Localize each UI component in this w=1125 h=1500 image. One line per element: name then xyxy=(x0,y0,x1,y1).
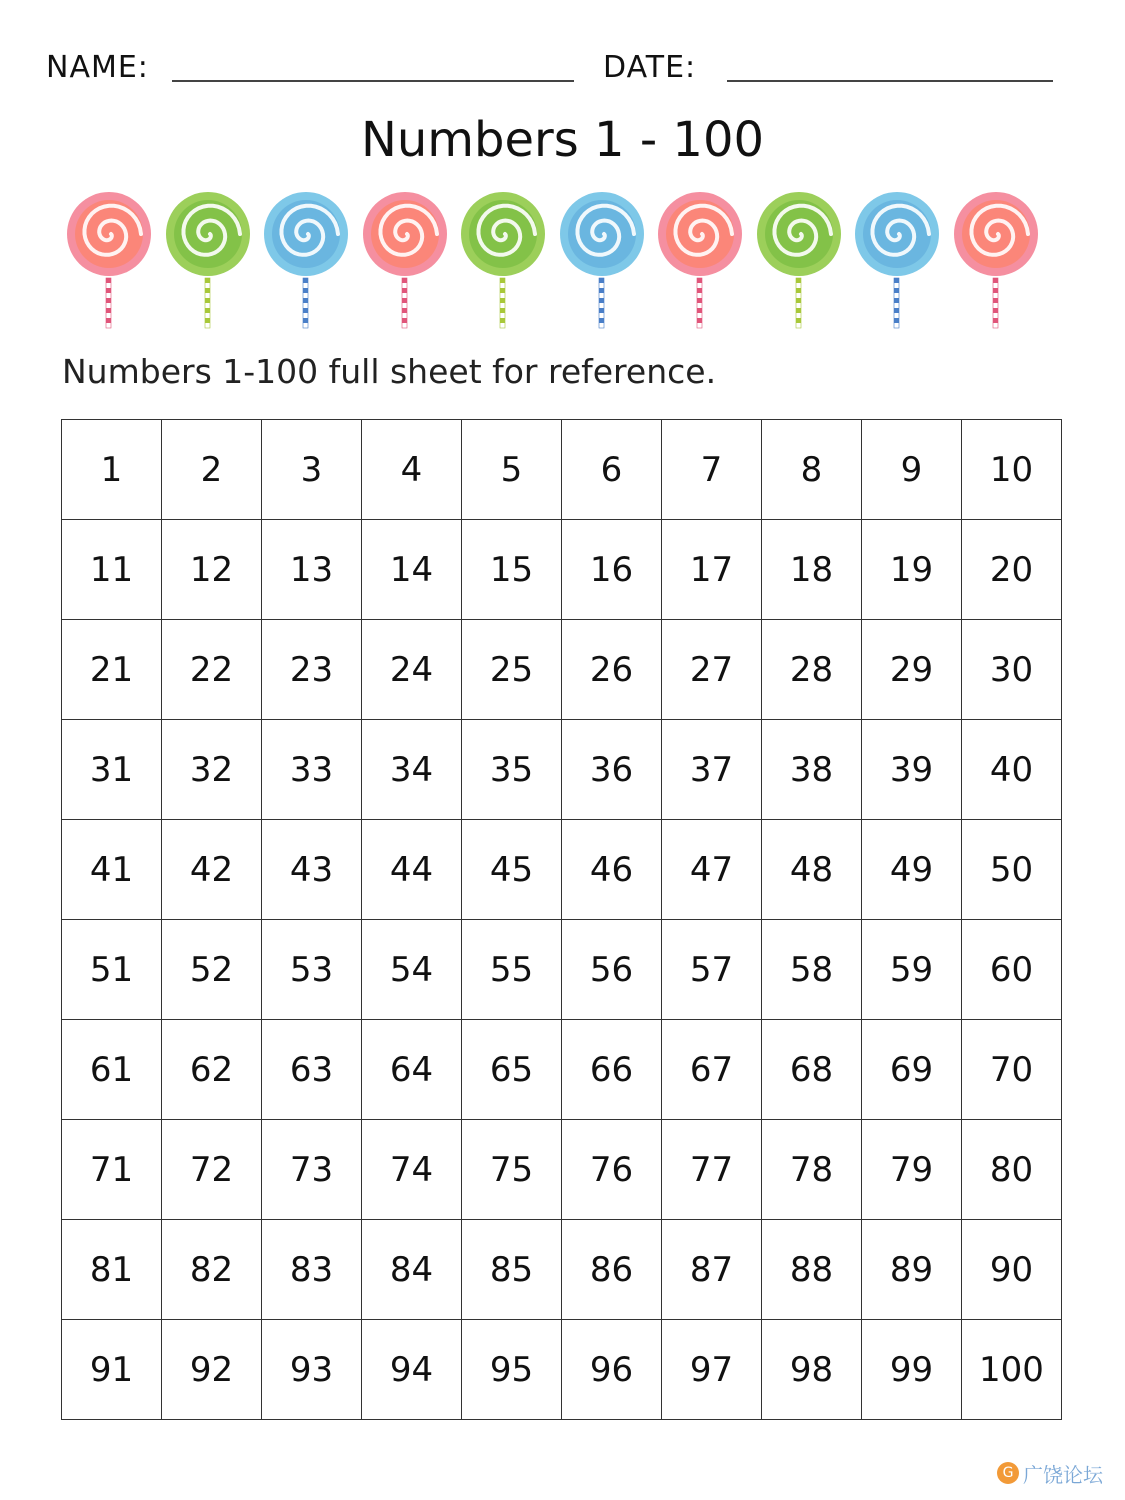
date-label: DATE: xyxy=(603,50,697,85)
grid-row xyxy=(62,1120,1062,1220)
number-cell: 98 xyxy=(762,1320,862,1420)
number-cell: 13 xyxy=(262,520,362,620)
number-cell: 75 xyxy=(462,1120,562,1220)
number-cell: 84 xyxy=(362,1220,462,1320)
number-cell: 31 xyxy=(62,720,162,820)
lollipop-icon xyxy=(553,188,651,338)
number-cell: 60 xyxy=(962,920,1062,1020)
number-cell: 8 xyxy=(762,420,862,520)
number-cell: 61 xyxy=(62,1020,162,1120)
number-cell: 51 xyxy=(62,920,162,1020)
number-cell: 95 xyxy=(462,1320,562,1420)
number-cell: 41 xyxy=(62,820,162,920)
grid-row xyxy=(62,1220,1062,1320)
number-cell: 81 xyxy=(62,1220,162,1320)
number-cell: 90 xyxy=(962,1220,1062,1320)
number-cell: 83 xyxy=(262,1220,362,1320)
number-cell: 73 xyxy=(262,1120,362,1220)
number-cell: 16 xyxy=(562,520,662,620)
number-cell: 27 xyxy=(662,620,762,720)
lollipop-icon xyxy=(947,188,1045,338)
number-cell: 37 xyxy=(662,720,762,820)
number-cell: 18 xyxy=(762,520,862,620)
number-cell: 76 xyxy=(562,1120,662,1220)
lollipop-icon xyxy=(159,188,257,338)
number-cell: 56 xyxy=(562,920,662,1020)
grid-row xyxy=(62,820,1062,920)
number-cell: 45 xyxy=(462,820,562,920)
number-cell: 92 xyxy=(162,1320,262,1420)
number-cell: 19 xyxy=(862,520,962,620)
number-cell: 94 xyxy=(362,1320,462,1420)
name-label: NAME: xyxy=(46,50,149,85)
number-cell: 100 xyxy=(962,1320,1062,1420)
lollipop-icon xyxy=(257,188,355,338)
number-cell: 29 xyxy=(862,620,962,720)
number-cell: 10 xyxy=(962,420,1062,520)
lollipop-decoration-row xyxy=(60,188,1060,338)
number-cell: 82 xyxy=(162,1220,262,1320)
number-cell: 4 xyxy=(362,420,462,520)
number-cell: 33 xyxy=(262,720,362,820)
number-cell: 64 xyxy=(362,1020,462,1120)
number-cell: 24 xyxy=(362,620,462,720)
number-cell: 68 xyxy=(762,1020,862,1120)
number-cell: 43 xyxy=(262,820,362,920)
number-cell: 70 xyxy=(962,1020,1062,1120)
number-cell: 25 xyxy=(462,620,562,720)
number-cell: 40 xyxy=(962,720,1062,820)
number-cell: 6 xyxy=(562,420,662,520)
number-cell: 89 xyxy=(862,1220,962,1320)
number-cell: 50 xyxy=(962,820,1062,920)
number-cell: 5 xyxy=(462,420,562,520)
lollipop-icon xyxy=(356,188,454,338)
number-cell: 55 xyxy=(462,920,562,1020)
number-cell: 85 xyxy=(462,1220,562,1320)
lollipop-icon xyxy=(651,188,749,338)
number-cell: 63 xyxy=(262,1020,362,1120)
number-cell: 26 xyxy=(562,620,662,720)
number-cell: 69 xyxy=(862,1020,962,1120)
lollipop-icon xyxy=(750,188,848,338)
hundreds-chart xyxy=(61,419,1062,1420)
number-cell: 67 xyxy=(662,1020,762,1120)
number-cell: 1 xyxy=(62,420,162,520)
worksheet-header xyxy=(46,50,1056,90)
number-cell: 53 xyxy=(262,920,362,1020)
watermark-text: 广饶论坛 xyxy=(1023,1462,1103,1487)
number-cell: 71 xyxy=(62,1120,162,1220)
number-cell: 93 xyxy=(262,1320,362,1420)
page-title: Numbers 1 - 100 xyxy=(360,112,765,168)
number-cell: 9 xyxy=(862,420,962,520)
grid-row xyxy=(62,620,1062,720)
number-cell: 15 xyxy=(462,520,562,620)
number-cell: 80 xyxy=(962,1120,1062,1220)
number-cell: 17 xyxy=(662,520,762,620)
number-cell: 11 xyxy=(62,520,162,620)
instruction-text: Numbers 1-100 full sheet for reference. xyxy=(62,352,717,391)
number-cell: 23 xyxy=(262,620,362,720)
number-cell: 36 xyxy=(562,720,662,820)
number-cell: 38 xyxy=(762,720,862,820)
number-cell: 2 xyxy=(162,420,262,520)
number-cell: 14 xyxy=(362,520,462,620)
number-cell: 22 xyxy=(162,620,262,720)
lollipop-icon xyxy=(60,188,158,338)
grid-row xyxy=(62,520,1062,620)
number-cell: 28 xyxy=(762,620,862,720)
number-cell: 58 xyxy=(762,920,862,1020)
name-field-line[interactable] xyxy=(172,80,574,82)
number-cell: 49 xyxy=(862,820,962,920)
number-cell: 34 xyxy=(362,720,462,820)
number-cell: 20 xyxy=(962,520,1062,620)
number-cell: 21 xyxy=(62,620,162,720)
number-cell: 46 xyxy=(562,820,662,920)
number-cell: 97 xyxy=(662,1320,762,1420)
number-cell: 66 xyxy=(562,1020,662,1120)
number-cell: 79 xyxy=(862,1120,962,1220)
number-cell: 44 xyxy=(362,820,462,920)
grid-row xyxy=(62,1320,1062,1420)
grid-row xyxy=(62,920,1062,1020)
number-cell: 54 xyxy=(362,920,462,1020)
number-cell: 35 xyxy=(462,720,562,820)
number-cell: 39 xyxy=(862,720,962,820)
date-field-line[interactable] xyxy=(727,80,1053,82)
number-cell: 74 xyxy=(362,1120,462,1220)
number-cell: 91 xyxy=(62,1320,162,1420)
number-cell: 86 xyxy=(562,1220,662,1320)
number-cell: 42 xyxy=(162,820,262,920)
number-cell: 30 xyxy=(962,620,1062,720)
number-cell: 57 xyxy=(662,920,762,1020)
number-cell: 87 xyxy=(662,1220,762,1320)
number-cell: 65 xyxy=(462,1020,562,1120)
watermark xyxy=(997,1458,1103,1488)
lollipop-icon xyxy=(848,188,946,338)
number-cell: 59 xyxy=(862,920,962,1020)
number-cell: 96 xyxy=(562,1320,662,1420)
number-cell: 7 xyxy=(662,420,762,520)
number-cell: 77 xyxy=(662,1120,762,1220)
number-cell: 32 xyxy=(162,720,262,820)
number-cell: 62 xyxy=(162,1020,262,1120)
grid-row xyxy=(62,1020,1062,1120)
grid-row xyxy=(62,420,1062,520)
number-cell: 72 xyxy=(162,1120,262,1220)
number-cell: 48 xyxy=(762,820,862,920)
number-cell: 52 xyxy=(162,920,262,1020)
grid-row xyxy=(62,720,1062,820)
number-cell: 12 xyxy=(162,520,262,620)
number-cell: 78 xyxy=(762,1120,862,1220)
number-cell: 3 xyxy=(262,420,362,520)
number-cell: 88 xyxy=(762,1220,862,1320)
number-cell: 99 xyxy=(862,1320,962,1420)
lollipop-icon xyxy=(454,188,552,338)
number-cell: 47 xyxy=(662,820,762,920)
watermark-logo-icon: G xyxy=(997,1462,1019,1484)
